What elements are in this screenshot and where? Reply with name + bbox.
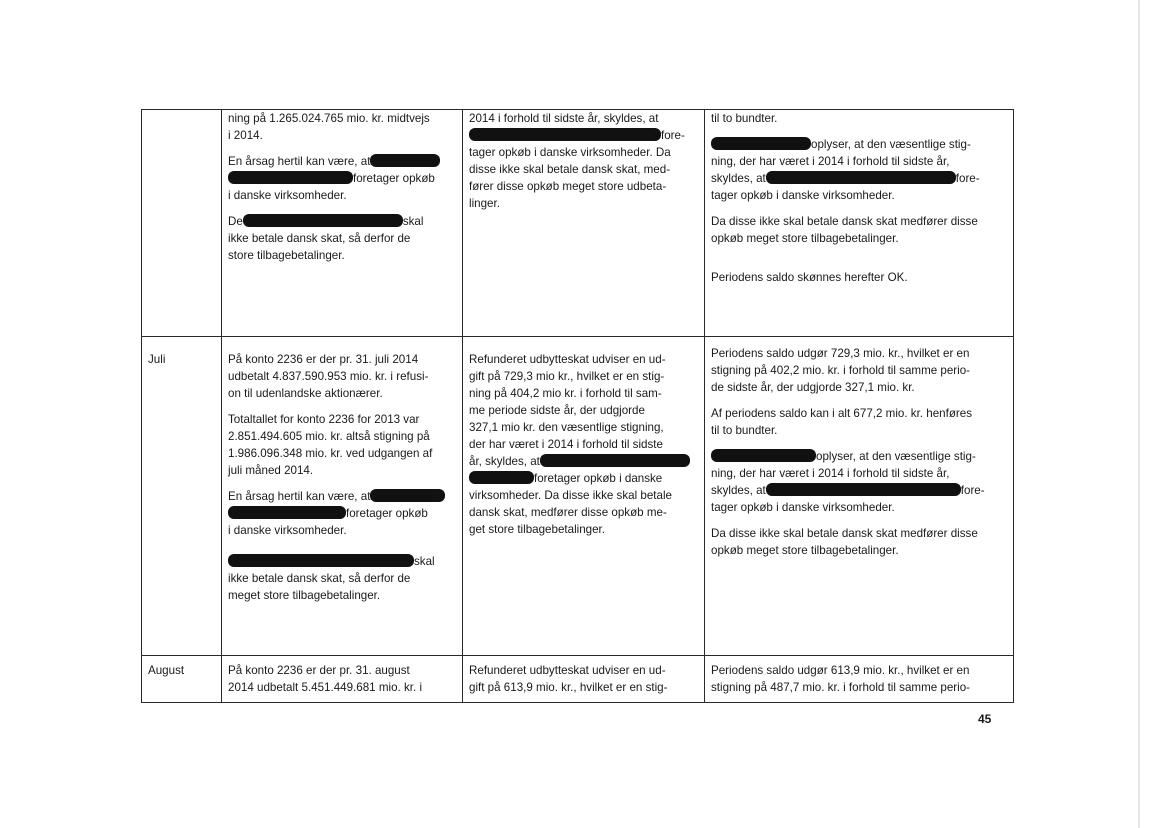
refund-analysis-cell (463, 110, 705, 337)
redaction-bar (228, 506, 346, 519)
redaction-bar (711, 137, 811, 150)
paragraph: Periodens saldo udgør 729,3 mio. kr., hvilket er en stigning på 402,2 mio. kr. i forhold til samme perio- de sidste år, der udgjorde 327,1 mio. kr. (711, 347, 971, 394)
month-label: Juli (148, 353, 166, 366)
month-cell (142, 656, 222, 703)
table-row (142, 656, 1014, 703)
paragraph: til to bundter. (711, 112, 778, 125)
table-row (142, 337, 1014, 656)
paragraph: På konto 2236 er der pr. 31. juli 2014 udbetalt 4.837.590.953 mio. kr. i refusi- on til udenlandske aktionærer. (228, 353, 429, 400)
paragraph: skal ikke betale dansk skat, så derfor de meget store tilbagebetalinger. (228, 555, 435, 602)
month-cell (142, 110, 222, 337)
account-notes-cell (222, 110, 463, 337)
period-balance-cell: Periodens saldo udgør 613,9 mio. kr., hvilket er en stigning på 487,7 mio. kr. i forhold til samme perio- (705, 656, 1014, 703)
paragraph: Refunderet udbytteskat udviser en ud- gift på 729,3 mio kr., hvilket er en stig- ning på 404,2 mio kr. i forhold til sam- me periode sidste år, der udgjorde 327,1 mio kr. den væsentlige stigning, der har været i 2014 i forhold til sidste år, skyldes, at foretager opkøb i danske virksomheder. Da disse ikke skal betale dansk skat, medfører disse opkøb me- get store tilbagebetalinger. (469, 351, 698, 538)
redaction-bar (469, 128, 661, 141)
paragraph: Da disse ikke skal betale dansk skat medfører disse opkøb meget store tilbagebetalinger. (711, 527, 978, 557)
paragraph: oplyser, at den væsentlige stig- ning, der har været i 2014 i forhold til sidste år, skyldes, at fore- tager opkøb i danske virksomheder. (711, 138, 980, 202)
refund-analysis-cell (463, 337, 705, 656)
redaction-bar (766, 171, 956, 184)
month-cell (142, 337, 222, 656)
period-balance-cell (705, 110, 1014, 337)
account-notes-cell (222, 337, 463, 656)
paragraph: En årsag hertil kan være, at foretager opkøb i danske virksomheder. (228, 488, 456, 539)
paragraph: oplyser, at den væsentlige stig- ning, der har været i 2014 i forhold til sidste år, skyldes, at fore- tager opkøb i danske virksomheder. (711, 450, 985, 514)
page-number: 45 (978, 712, 992, 726)
redaction-bar (243, 214, 403, 227)
redaction-bar (228, 171, 353, 184)
redaction-bar (370, 154, 440, 167)
audit-table (141, 109, 1014, 703)
paragraph: 2014 i forhold til sidste år, skyldes, at fore- tager opkøb i danske virksomheder. Da disse ikke skal betale dansk skat, med- fører disse opkøb meget store udbeta- linger. (469, 112, 685, 210)
paragraph: En årsag hertil kan være, at foretager opkøb i danske virksomheder. (228, 153, 456, 204)
period-balance-cell (705, 337, 1014, 656)
paragraph: ning på 1.265.024.765 mio. kr. midtvejs i 2014. (228, 112, 430, 142)
scan-edge-right (1138, 0, 1140, 828)
account-notes-cell: På konto 2236 er der pr. 31. august 2014 udbetalt 5.451.449.681 mio. kr. i (222, 656, 463, 703)
redaction-bar (370, 489, 445, 502)
paragraph: Periodens saldo skønnes herefter OK. (711, 271, 908, 284)
redaction-bar (540, 454, 690, 467)
paragraph: Da disse ikke skal betale dansk skat medfører disse opkøb meget store tilbagebetalinger. (711, 215, 978, 245)
paragraph: De skal ikke betale dansk skat, så derfor de store tilbagebetalinger. (228, 215, 424, 262)
paragraph: Af periodens saldo kan i alt 677,2 mio. kr. henføres til to bundter. (711, 407, 973, 437)
redaction-bar (711, 449, 816, 462)
month-label: August (148, 664, 185, 677)
redaction-bar (469, 471, 534, 484)
paragraph: Totaltallet for konto 2236 for 2013 var 2.851.494.605 mio. kr. altså stigning på 1.986.096.348 mio. kr. ved udgangen af juli måned 2014. (228, 413, 433, 477)
refund-analysis-cell: Refunderet udbytteskat udviser en ud- gift på 613,9 mio. kr., hvilket er en stig- (463, 656, 705, 703)
table-row (142, 110, 1014, 337)
redaction-bar (766, 483, 961, 496)
redaction-bar (228, 554, 414, 567)
